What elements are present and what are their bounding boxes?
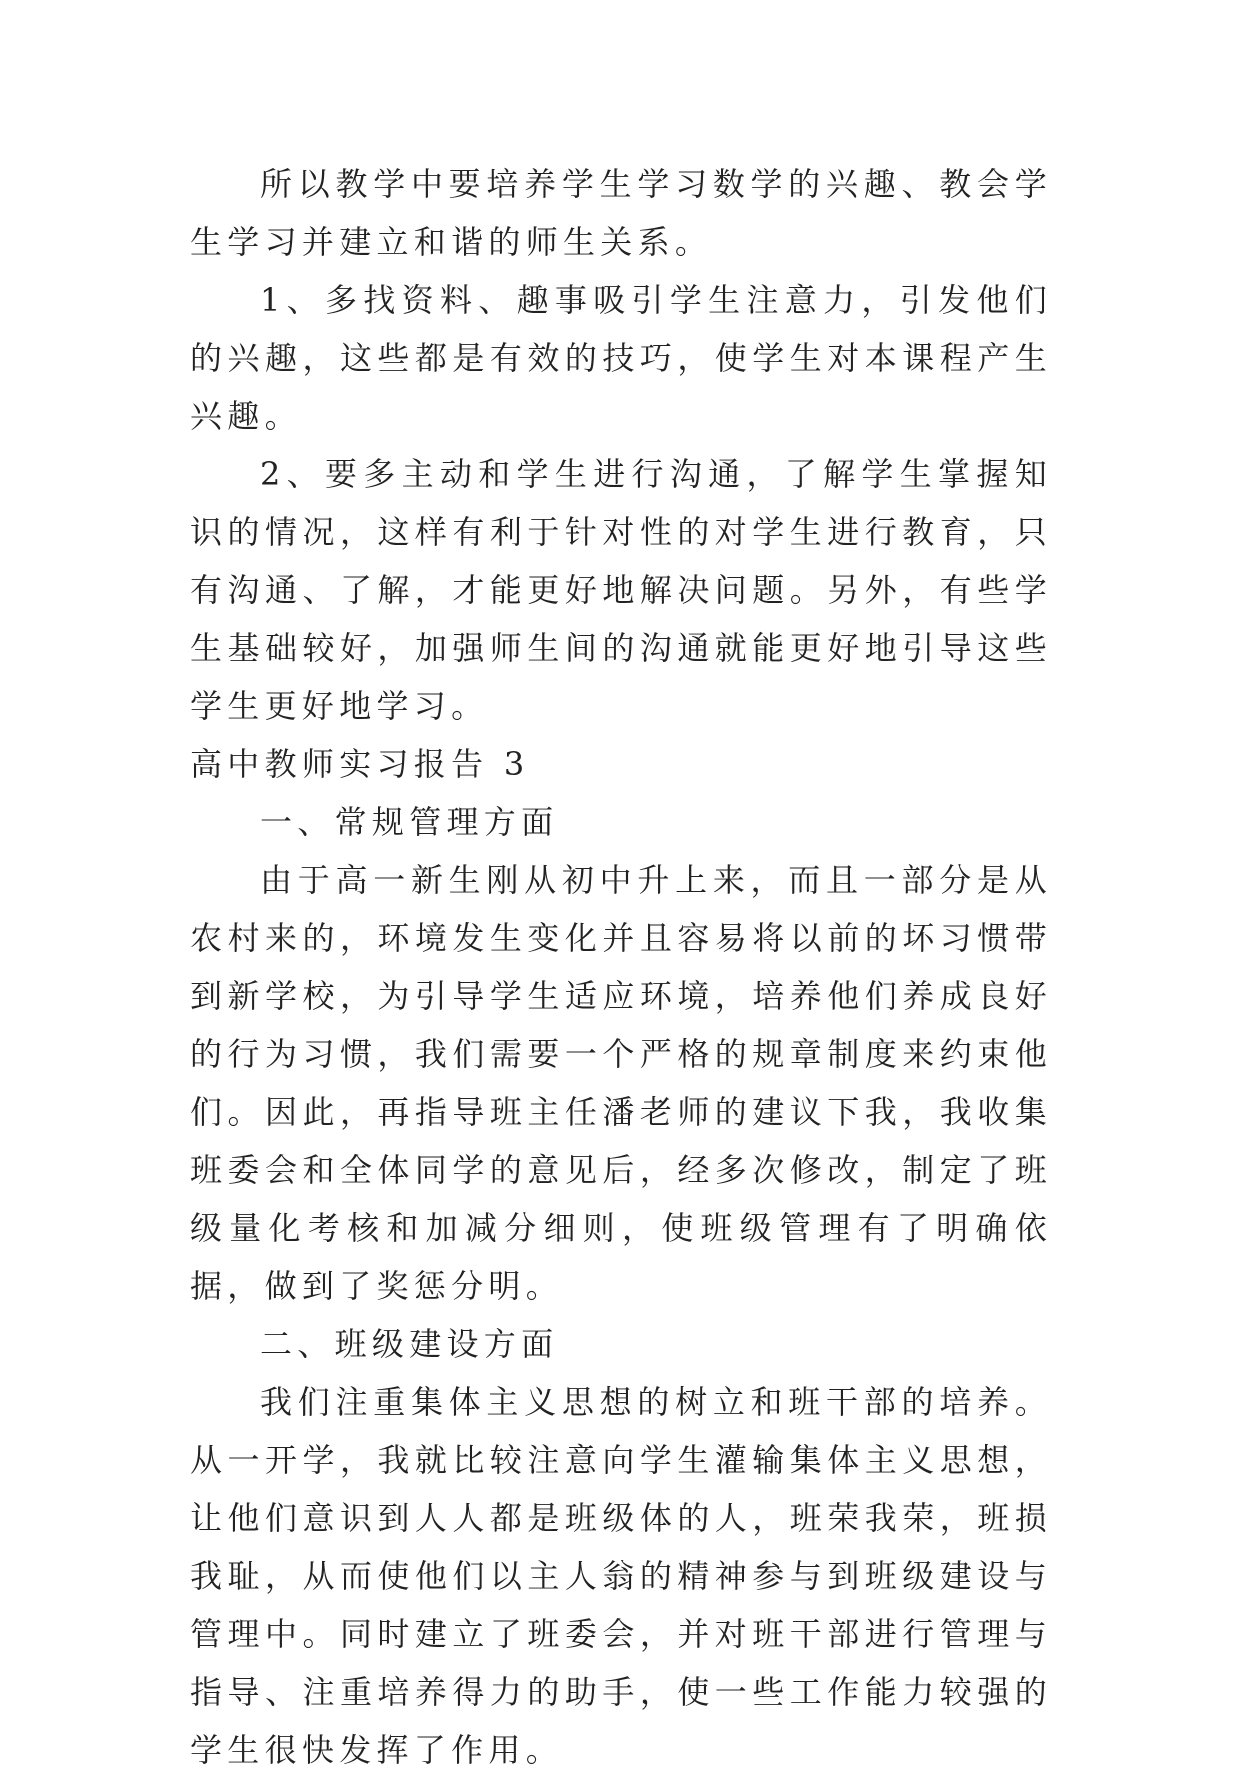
document-body (190, 155, 1052, 1779)
paragraph-class-building: 我们注重集体主义思想的树立和班干部的培养。从一开学，我就比较注意向学生灌输集体主义思想，让他们意识到人人都是班级体的人，班荣我荣，班损我耻，从而使他们以主人翁的精神参与到班级建设与管理中。同时建立了班委会，并对班干部进行管理与指导、注重培养得力的助手，使一些工作能力较强的学生很快发挥了作用。 (190, 1383, 1052, 1769)
section-title-report-3: 高中教师实习报告 3 (190, 745, 530, 783)
paragraph-routine-management: 由于高一新生刚从初中升上来，而且一部分是从农村来的，环境发生变化并且容易将以前的坏习惯带到新学校，为引导学生适应环境，培养他们养成良好的行为习惯，我们需要一个严格的规章制度来约束他们。因此，再指导班主任潘老师的建议下我，我收集班委会和全体同学的意见后，经多次修改，制定了班级量化考核和加减分细则，使班级管理有了明确依据，做到了奖惩分明。 (190, 861, 1052, 1305)
paragraph-interest: 所以教学中要培养学生学习数学的兴趣、教会学生学习并建立和谐的师生关系。 (190, 165, 1052, 261)
subheading-routine-management: 一、常规管理方面 (260, 803, 559, 841)
paragraph-point-1: 1、多找资料、趣事吸引学生注意力，引发他们的兴趣，这些都是有效的技巧，使学生对本课程产生兴趣。 (190, 281, 1052, 435)
subheading-class-building: 二、班级建设方面 (260, 1325, 559, 1363)
paragraph-point-2: 2、要多主动和学生进行沟通，了解学生掌握知识的情况，这样有利于针对性的对学生进行教育，只有沟通、了解，才能更好地解决问题。另外，有些学生基础较好，加强师生间的沟通就能更好地引导这些学生更好地学习。 (190, 455, 1052, 725)
